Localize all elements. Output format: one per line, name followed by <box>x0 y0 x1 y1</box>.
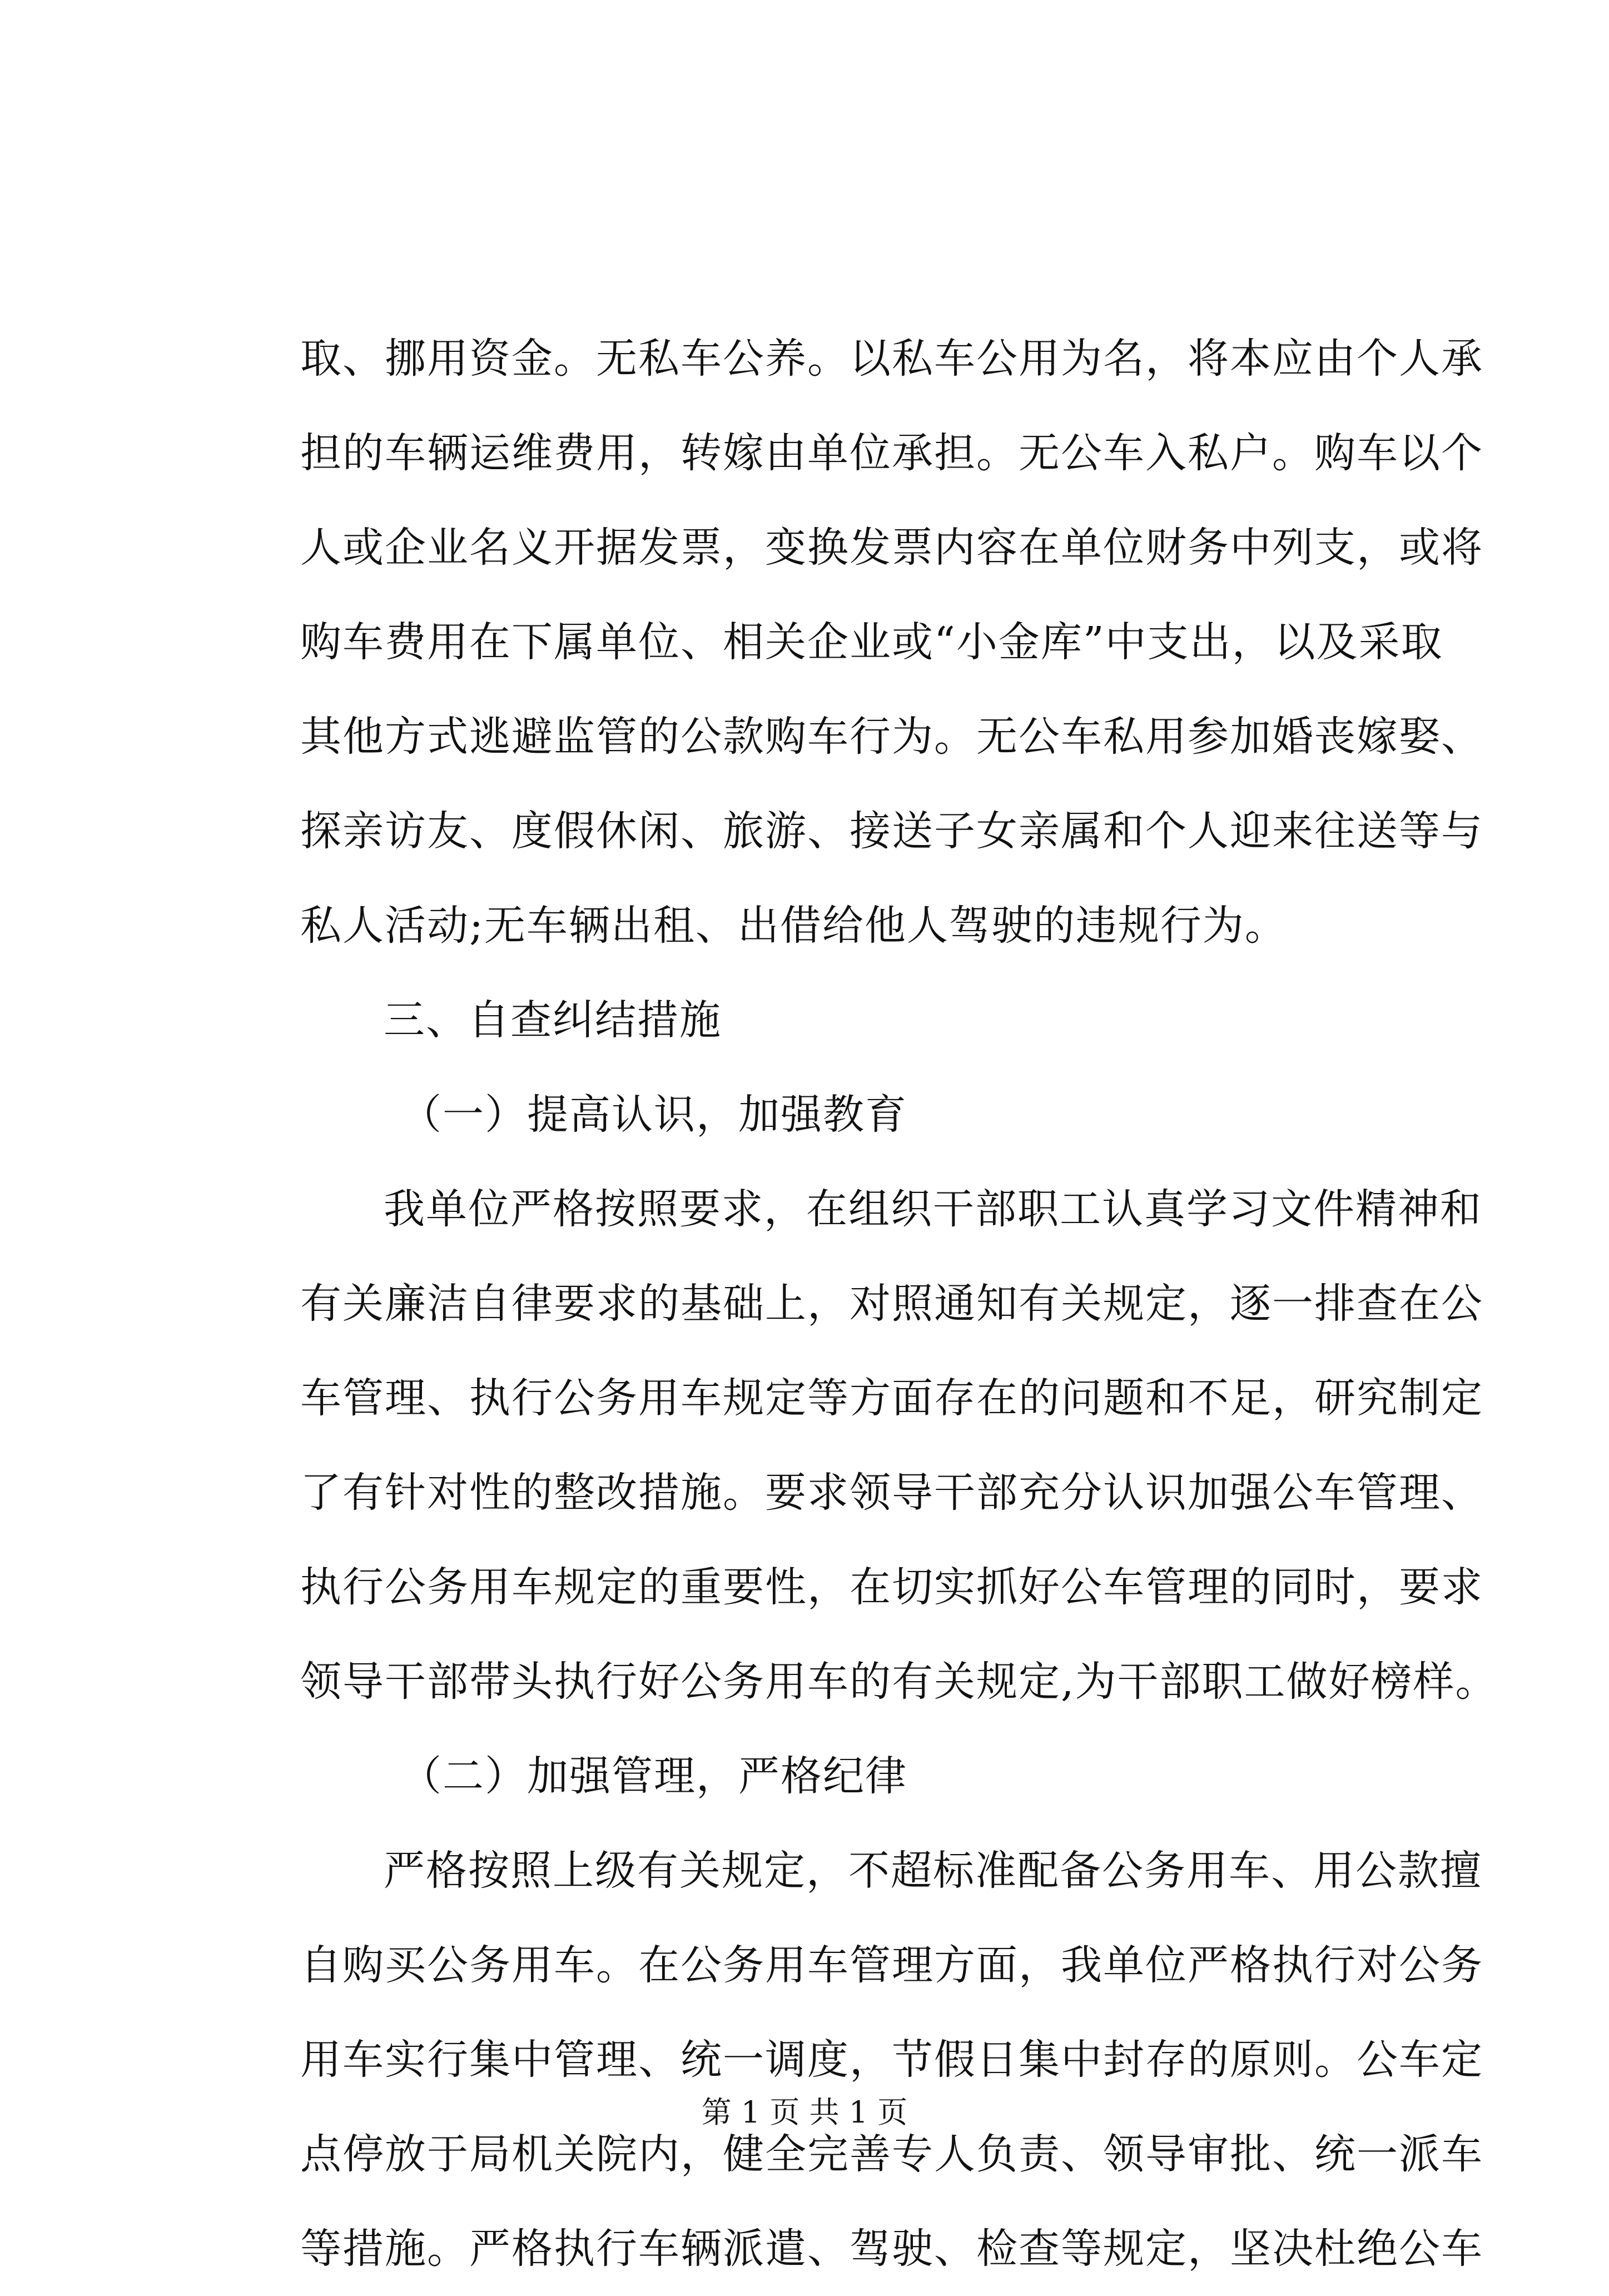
text-line: 取、挪用资金。无私车公养。以私车公用为名，将本应由个人承 <box>300 335 1483 382</box>
text-line: 用车实行集中管理、统一调度，节假日集中封存的原则。公车定 <box>300 2036 1483 2084</box>
text-line: 领导干部带头执行好公务用车的有关规定,为干部职工做好榜样。 <box>300 1658 1498 1706</box>
paragraph-first-line: 我单位严格按照要求，在组织干部职工认真学习文件精神和 <box>384 1185 1482 1233</box>
page-number-footer: 第 1 页 共 1 页 <box>701 2095 908 2130</box>
subsection-heading: （二）加强管理，严格纪律 <box>400 1752 907 1800</box>
text-line: 探亲访友、度假休闲、旅游、接送子女亲属和个人迎来往送等与 <box>300 807 1483 855</box>
text-line: 人或企业名义开据发票，变换发票内容在单位财务中列支，或将 <box>300 524 1483 571</box>
text-line: 了有针对性的整改措施。要求领导干部充分认识加强公车管理、 <box>300 1469 1483 1517</box>
paragraph-first-line: 严格按照上级有关规定，不超标准配备公务用车、用公款擅 <box>384 1847 1482 1895</box>
text-line: 其他方式逃避监管的公款购车行为。无公车私用参加婚丧嫁娶、 <box>300 713 1483 761</box>
section-heading: 三、自查纠结措施 <box>384 996 722 1044</box>
text-line: 点停放于局机关院内，健全完善专人负责、领导审批、统一派车 <box>300 2130 1483 2178</box>
text-line: 执行公务用车规定的重要性，在切实抓好公车管理的同时，要求 <box>300 1563 1483 1611</box>
text-line: 车管理、执行公务用车规定等方面存在的问题和不足，研究制定 <box>300 1374 1483 1422</box>
text-line: 等措施。严格执行车辆派遣、驾驶、检查等规定，坚决杜绝公车 <box>300 2225 1483 2273</box>
text-line: 担的车辆运维费用，转嫁由单位承担。无公车入私户。购车以个 <box>300 429 1483 477</box>
text-line: 自购买公务用车。在公务用车管理方面，我单位严格执行对公务 <box>300 1941 1483 1989</box>
text-line: 私人活动;无车辆出租、出借给他人驾驶的违规行为。 <box>300 902 1287 950</box>
text-line: 有关廉洁自律要求的基础上，对照通知有关规定，逐一排查在公 <box>300 1280 1483 1328</box>
document-body <box>300 311 1498 2296</box>
text-line: 购车费用在下属单位、相关企业或“小金库”中支出，以及采取 <box>300 618 1443 666</box>
subsection-heading: （一）提高认识，加强教育 <box>400 1091 907 1139</box>
